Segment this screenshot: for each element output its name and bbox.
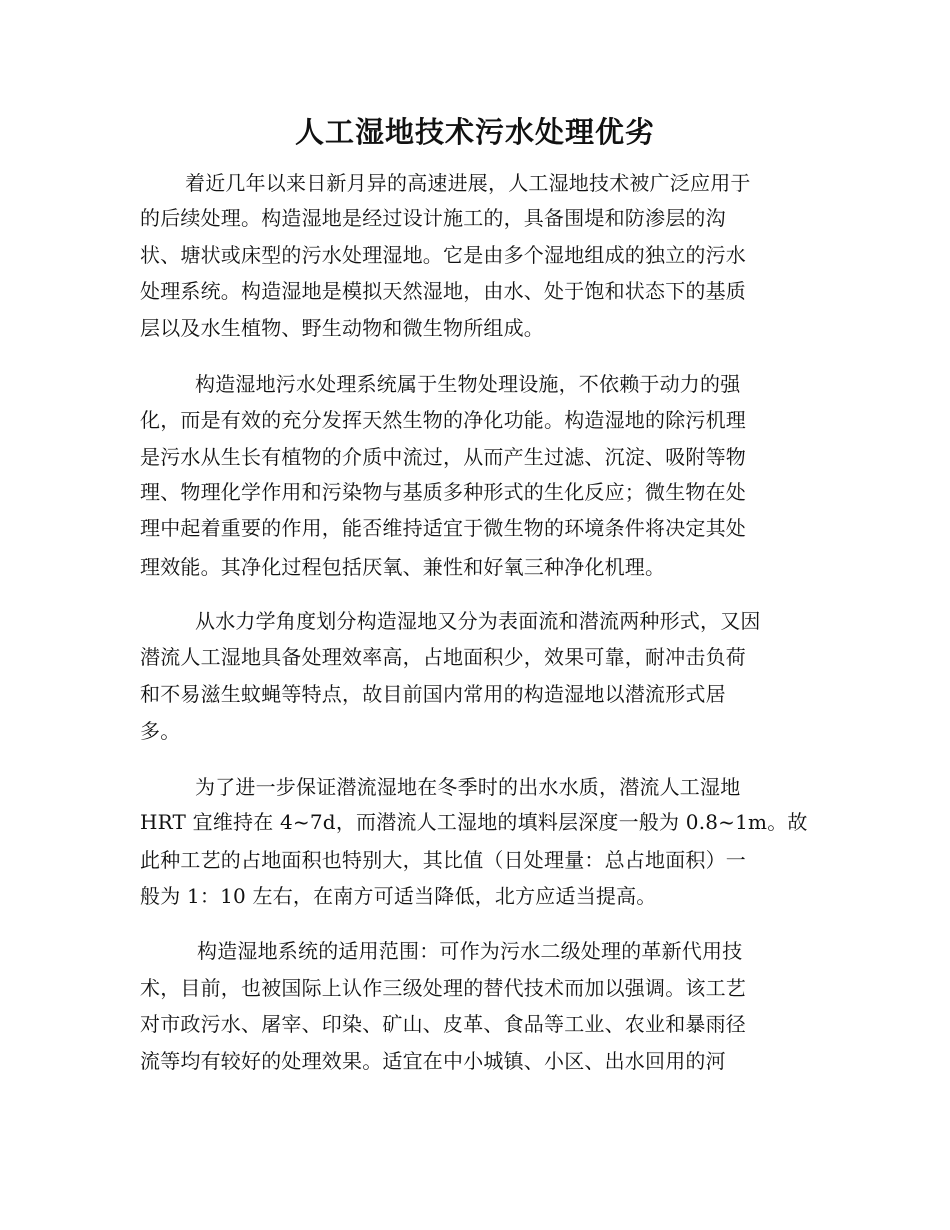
page-title: 人工湿地技术污水处理优劣 <box>294 115 655 149</box>
paragraph-4-line-4: 般为 1：10 左右，在南方可适当降低，北方应适当提高。 <box>140 884 657 908</box>
paragraph-2-line-3: 是污水从生长有植物的介质中流过，从而产生过滤、沉淀、吸附等物 <box>140 445 746 469</box>
paragraph-1-line-2: 的后续处理。构造湿地是经过设计施工的，具备围堤和防渗层的沟 <box>140 206 726 230</box>
paragraph-2-line-2: 化，而是有效的充分发挥天然生物的净化功能。构造湿地的除污机理 <box>140 408 746 432</box>
paragraph-3-line-4: 多。 <box>140 719 181 743</box>
paragraph-2-line-6: 理效能。其净化过程包括厌氧、兼性和好氧三种净化机理。 <box>140 555 666 579</box>
paragraph-3-line-1: 从水力学角度划分构造湿地又分为表面流和潜流两种形式，又因 <box>195 609 761 633</box>
paragraph-3-line-2: 潜流人工湿地具备处理效率高，占地面积少，效果可靠，耐冲击负荷 <box>140 645 746 669</box>
paragraph-2-line-4: 理、物理化学作用和污染物与基质多种形式的生化反应；微生物在处 <box>140 480 746 504</box>
paragraph-1-line-3: 状、塘状或床型的污水处理湿地。它是由多个湿地组成的独立的污水 <box>140 243 746 267</box>
paragraph-2-line-1: 构造湿地污水处理系统属于生物处理设施，不依赖于动力的强 <box>195 372 741 396</box>
paragraph-4-line-1: 为了进一步保证潜流湿地在冬季时的出水水质，潜流人工湿地 <box>195 775 741 799</box>
paragraph-1-line-5: 层以及水生植物、野生动物和微生物所组成。 <box>140 316 544 340</box>
paragraph-5-line-4: 流等均有较好的处理效果。适宜在中小城镇、小区、出水回用的河 <box>140 1049 726 1073</box>
paragraph-1-line-1: 着近几年以来日新月异的高速进展，人工湿地技术被广泛应用于 <box>185 171 751 195</box>
paragraph-5-line-3: 对市政污水、屠宰、印染、矿山、皮革、食品等工业、农业和暴雨径 <box>140 1012 746 1036</box>
paragraph-3-line-3: 和不易滋生蚊蝇等特点，故目前国内常用的构造湿地以潜流形式居 <box>140 682 726 706</box>
paragraph-2-line-5: 理中起着重要的作用，能否维持适宜于微生物的环境条件将决定其处 <box>140 516 746 540</box>
paragraph-5-line-1: 构造湿地系统的适用范围：可作为污水二级处理的革新代用技 <box>197 939 743 963</box>
paragraph-4-line-3: 此种工艺的占地面积也特别大，其比值（日处理量：总占地面积）一 <box>140 848 746 872</box>
paragraph-1-line-4: 处理系统。构造湿地是模拟天然湿地，由水、处于饱和状态下的基质 <box>140 279 746 303</box>
paragraph-4-line-2: HRT 宜维持在 4~7d，而潜流人工湿地的填料层深度一般为 0.8~1m。故 <box>140 810 808 834</box>
paragraph-5-line-2: 术，目前，也被国际上认作三级处理的替代技术而加以强调。该工艺 <box>140 976 746 1000</box>
